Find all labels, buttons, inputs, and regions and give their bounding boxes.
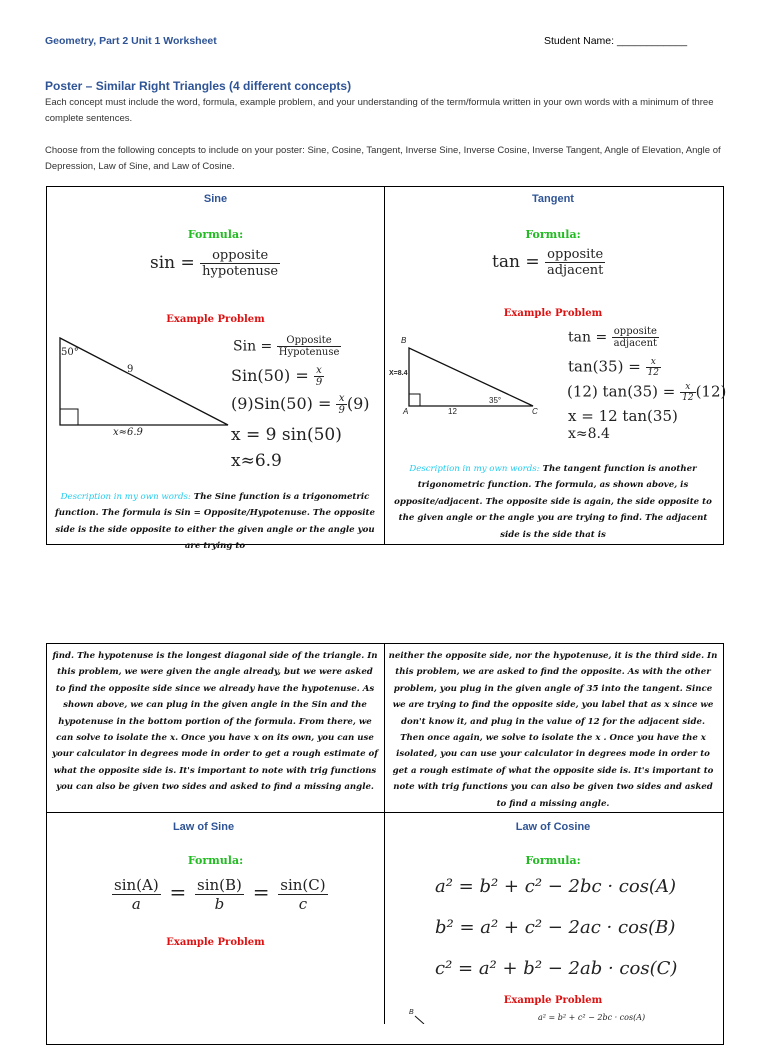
sine-step2 bbox=[231, 365, 324, 388]
sine-triangle-shape bbox=[60, 338, 228, 425]
tangent-x-label: X=8.4 bbox=[389, 370, 408, 377]
sine-formula-num: opposite bbox=[200, 248, 280, 264]
page-title: Poster – Similar Right Triangles (4 different concepts) bbox=[45, 79, 352, 93]
sine-step3-den: 9 bbox=[338, 405, 345, 416]
law-of-sine-heading: Law of Sine bbox=[172, 821, 235, 833]
sine-step3-num: x bbox=[336, 393, 346, 405]
student-name-field: Student Name: ____________ bbox=[544, 35, 688, 47]
sine-step3 bbox=[231, 393, 370, 416]
tangent-triangle-shape bbox=[409, 348, 533, 406]
law-of-cosine-line2: b² = a² + c² − 2ac · cos(B) bbox=[435, 917, 676, 938]
tangent-step3-text: (12) tan(35) = bbox=[567, 382, 676, 401]
sine-description-continued: find. The hypotenuse is the longest diagonal side of the triangle. In this problem, we were given the angle already, but we were asked to find the opposite side since we already have the hypotenuse. As shown above, we can plug in the given angle in the Sin and the hypotenuse in the bottom portion of the formula. From there, we can solve to isolate the x. Once you have x on its own, you can use your calculator in degrees mode in order to get a rough estimate of what the opposite side is. It's important to note with trig functions you can also be given two sides and asked to find a missing angle. bbox=[52, 651, 378, 793]
law-of-cosine-triangle-edge bbox=[415, 1016, 424, 1024]
sine-formula bbox=[150, 248, 280, 279]
tangent-step3-den: 12 bbox=[682, 393, 694, 403]
sine-formula-den: hypotenuse bbox=[202, 264, 279, 279]
law-of-sine-formula-label: Formula: bbox=[187, 854, 244, 867]
tangent-formula-lhs: tan = bbox=[492, 252, 540, 272]
law-sine-num-c: sin(C) bbox=[280, 876, 326, 894]
sine-desc-text: The Sine function is a trigonometric function. The formula is Sin = Opposite/Hypotenuse. The opposite side is the side opposite to either the given angle or the angle you are trying to bbox=[55, 492, 375, 552]
tangent-vertex-a: A bbox=[403, 407, 409, 416]
sine-step3-text: (9)Sin(50) = bbox=[231, 394, 332, 413]
law-of-cosine-line3: c² = a² + b² − 2ab · cos(C) bbox=[435, 958, 678, 979]
sine-step1-lhs: Sin = bbox=[233, 338, 273, 355]
tangent-step2-den: 12 bbox=[647, 368, 659, 378]
sine-step1 bbox=[233, 335, 341, 358]
tangent-formula-num: opposite bbox=[545, 247, 605, 263]
tangent-vertex-c: C bbox=[532, 407, 538, 416]
sine-step2-den: 9 bbox=[315, 377, 323, 388]
sine-heading: Sine bbox=[203, 193, 228, 205]
sine-desc-prefix: Description in my own words: bbox=[60, 492, 191, 502]
tangent-desc-text: The tangent function is another trigonometric function. The formula, as shown above, is opposite/adjacent. The opposite side is again, the side opposite to the given angle or the angle you are trying to find. The adjacent side is the side that is bbox=[394, 464, 712, 540]
tangent-step4: x = 12 tan(35) bbox=[568, 407, 678, 425]
tangent-step5: x≈8.4 bbox=[568, 426, 610, 442]
tangent-formula-label: Formula: bbox=[525, 228, 581, 241]
tangent-formula-den: adjacent bbox=[546, 263, 604, 278]
sine-description-top bbox=[52, 489, 378, 555]
tangent-description-continued: neither the opposite side, nor the hypotenuse, it is the third side. In this problem, we are asked to find the opposite. As with the other problem, you plug in the given angle of 35 into the tangent. Since we are trying to find the opposite side, you label that as x since we don't know it, and plug in the value of 12 for the adjacent side. Then once again, we solve to isolate the x . Once you have the x isolated, you can use your calculator in degrees mode in order to get a rough estimate of what the opposite side is. It's important to note with trig functions you can also be given two sides and asked to find a missing angle. bbox=[388, 651, 718, 809]
law-of-cosine-small-eq: a² = b² + c² − 2bc · cos(A) bbox=[538, 1013, 646, 1022]
worksheet-header: Geometry, Part 2 Unit 1 Worksheet bbox=[45, 35, 217, 47]
tangent-step3-tail: (12) bbox=[695, 382, 727, 401]
tangent-step1-num: opposite bbox=[612, 326, 659, 338]
tangent-desc-prefix: Description in my own words: bbox=[409, 464, 540, 474]
law-sine-eq1: = bbox=[169, 879, 187, 904]
sine-hyp-label: 9 bbox=[127, 364, 134, 375]
law-of-sine-formula bbox=[112, 876, 328, 913]
tangent-step2-num: x bbox=[646, 357, 661, 368]
sine-formula-label: Formula: bbox=[187, 228, 244, 241]
tangent-heading: Tangent bbox=[532, 193, 574, 205]
tangent-formula bbox=[492, 247, 605, 278]
sine-example-label: Example Problem bbox=[166, 314, 265, 325]
tangent-angle-label: 35° bbox=[489, 396, 502, 405]
sine-triangle-diagram bbox=[55, 335, 235, 435]
tangent-step2-text: tan(35) = bbox=[568, 357, 641, 376]
intro-concepts: Choose from the following concepts to include on your poster: Sine, Cosine, Tangent, Inverse Sine, Inverse Cosine, Inverse Tangent, Angle of Elevation, Angle of Depression, Law of Sine, and Law of Cosine. bbox=[45, 145, 721, 172]
law-of-cosine-heading: Law of Cosine bbox=[515, 821, 591, 833]
law-sine-eq2: = bbox=[252, 879, 270, 904]
tangent-base-label: 12 bbox=[448, 407, 457, 416]
tangent-step1-den: adjacent bbox=[613, 338, 658, 349]
sine-step2-num: x bbox=[314, 365, 324, 377]
tangent-triangle-diagram bbox=[395, 336, 545, 416]
bottom-table-divider bbox=[384, 643, 385, 1024]
tangent-step2 bbox=[568, 357, 661, 378]
sine-angle-label: 50° bbox=[61, 347, 79, 358]
tangent-example-label: Example Problem bbox=[503, 308, 603, 319]
law-sine-num-a: sin(A) bbox=[114, 876, 159, 894]
law-of-cosine-example-label: Example Problem bbox=[503, 995, 603, 1006]
law-sine-num-b: sin(B) bbox=[197, 876, 242, 894]
law-of-cosine-triangle-fragment bbox=[412, 1014, 432, 1024]
sine-formula-lhs: sin = bbox=[150, 253, 195, 273]
tangent-step3-num: x bbox=[680, 382, 695, 393]
sine-step2-text: Sin(50) = bbox=[231, 366, 309, 385]
tangent-description-top bbox=[388, 461, 718, 543]
law-sine-den-a: a bbox=[131, 895, 141, 913]
sine-step4: x = 9 sin(50) bbox=[231, 425, 342, 445]
law-of-cosine-formula-label: Formula: bbox=[525, 854, 581, 867]
sine-step1-num: Opposite bbox=[277, 335, 342, 347]
sine-base-label: x≈6.9 bbox=[113, 427, 143, 438]
law-of-sine-example-label: Example Problem bbox=[166, 937, 265, 948]
law-of-cosine-line1: a² = b² + c² − 2bc · cos(A) bbox=[435, 876, 676, 897]
law-sine-den-c: c bbox=[298, 895, 308, 913]
sine-step1-den: Hypotenuse bbox=[278, 347, 340, 358]
tangent-step3 bbox=[567, 382, 726, 403]
bottom-table-row-divider bbox=[46, 812, 723, 813]
sine-right-angle-mark bbox=[60, 409, 78, 425]
tangent-step1 bbox=[568, 326, 659, 349]
tangent-step1-lhs: tan = bbox=[568, 329, 608, 346]
intro-instructions: Each concept must include the word, formula, example problem, and your understanding of the term/formula written in your own words with a minimum of three complete sentences. bbox=[45, 97, 714, 124]
sine-step5: x≈6.9 bbox=[231, 451, 282, 471]
tangent-right-angle-mark bbox=[409, 394, 420, 406]
law-of-cosine-vertex-b: B bbox=[409, 1009, 414, 1016]
law-sine-den-b: b bbox=[214, 895, 225, 913]
tangent-vertex-b: B bbox=[401, 336, 407, 345]
sine-step3-tail: (9) bbox=[346, 394, 370, 413]
